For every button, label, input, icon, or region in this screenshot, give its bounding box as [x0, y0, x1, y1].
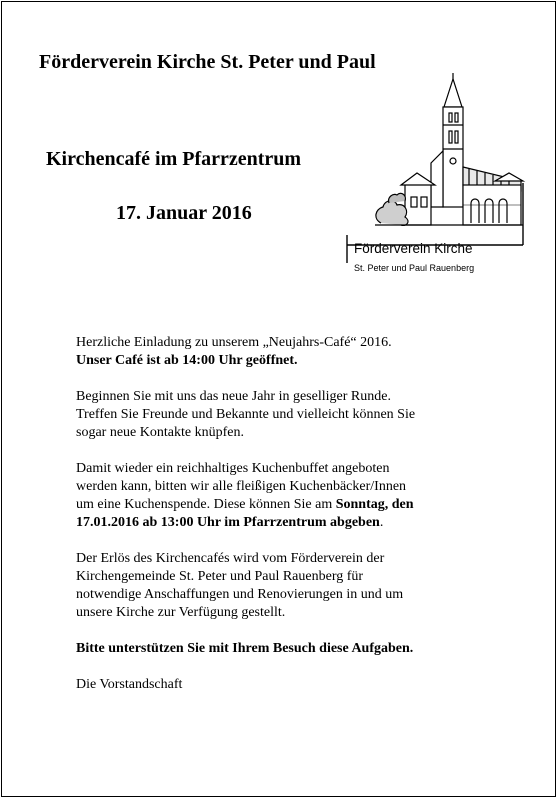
text-line: Beginnen Sie mit uns das neue Jahr in geselliger Runde.: [76, 389, 391, 404]
event-title: Kirchencafé im Pfarrzentrum: [46, 148, 302, 170]
text-line: Damit wieder ein reichhaltiges Kuchenbuffet angeboten: [76, 461, 390, 476]
logo: [345, 73, 527, 283]
opening-time: Unser Café ist ab 14:00 Uhr geöffnet.: [76, 353, 298, 368]
text-line: werden kann, bitten wir alle fleißigen Kuchenbäcker/Innen: [76, 479, 407, 494]
text-line: [76, 515, 383, 530]
paragraph-appeal: [76, 640, 516, 658]
text-line: notwendige Anschaffungen und Renovierungen in und um: [76, 587, 404, 602]
text-line: sogar neue Kontakte knüpfen.: [76, 425, 244, 440]
logo-text-location: St. Peter und Paul Rauenberg: [354, 263, 475, 273]
paragraph-invitation: [76, 334, 516, 370]
paragraph-cake-donation: [76, 460, 516, 532]
text-line: Herzliche Einladung zu unserem „Neujahrs-Café“ 2016.: [76, 335, 392, 350]
text-line: Der Erlös des Kirchencafés wird vom Förderverein der: [76, 551, 385, 566]
donation-date: Sonntag, den: [335, 497, 414, 512]
text-segment: um eine Kuchenspende. Diese können Sie am: [76, 497, 336, 512]
paragraph-proceeds: [76, 550, 516, 622]
logo-text-org: Förderverein Kirche: [354, 241, 473, 256]
text-line: Treffen Sie Freunde und Bekannte und vielleicht können Sie: [76, 407, 416, 422]
support-appeal: Bitte unterstützen Sie mit Ihrem Besuch diese Aufgaben.: [76, 641, 414, 656]
invitation-body: [76, 334, 516, 694]
paragraph-welcome: [76, 388, 516, 442]
signature: [76, 676, 516, 694]
text-line: Kirchengemeinde St. Peter und Paul Rauenberg für: [76, 569, 364, 584]
donation-details: 17.01.2016 ab 13:00 Uhr im Pfarrzentrum abgeben: [76, 515, 380, 530]
signature-text: Die Vorstandschaft: [76, 677, 183, 692]
event-date: 17. Januar 2016: [116, 202, 252, 224]
text-line: unsere Kirche zur Verfügung gestellt.: [76, 605, 286, 620]
text-segment: .: [379, 515, 384, 530]
text-line: [76, 497, 414, 512]
org-title: Förderverein Kirche St. Peter und Paul: [39, 51, 376, 73]
